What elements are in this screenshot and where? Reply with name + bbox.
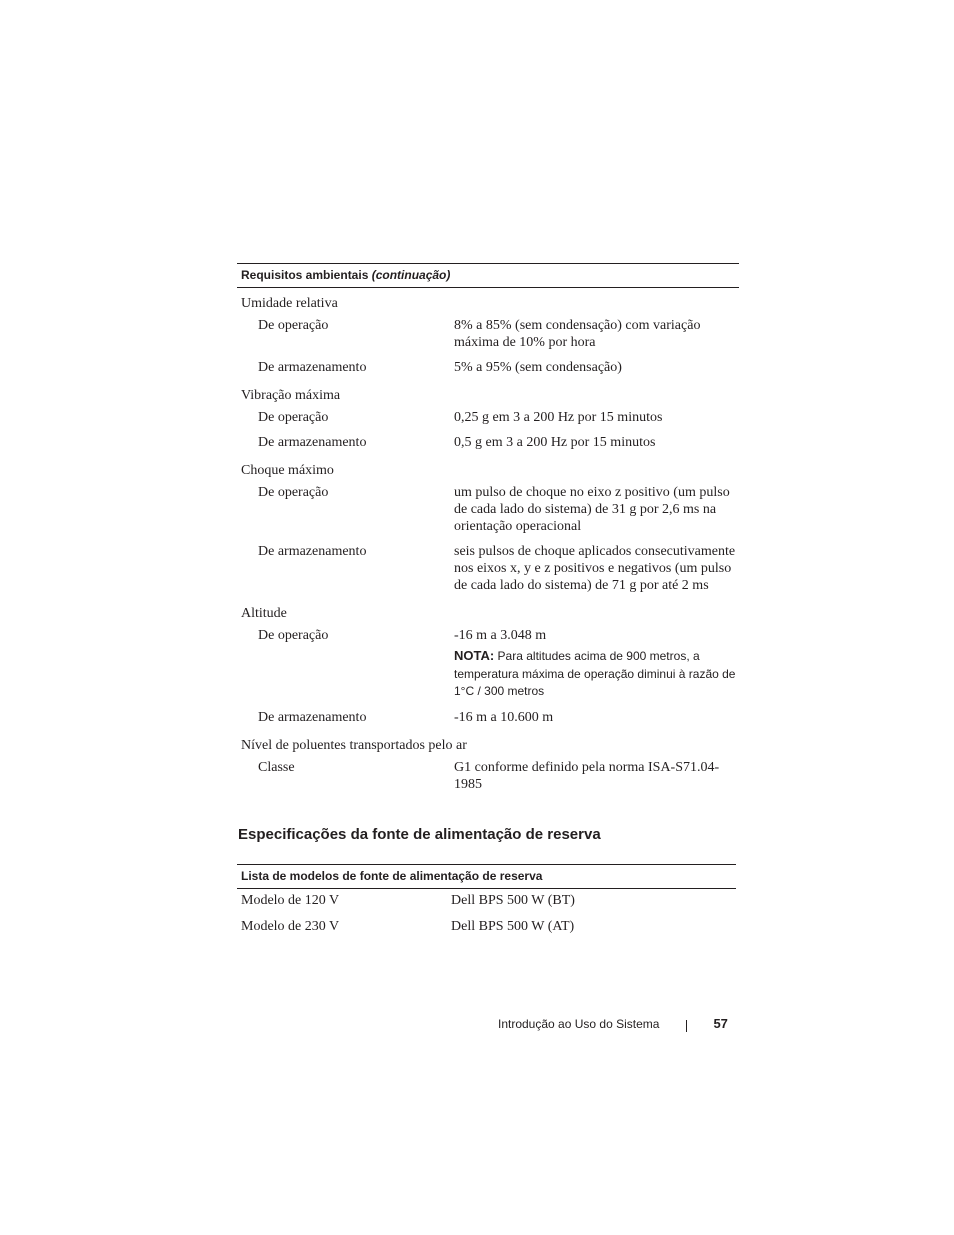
row-value: G1 conforme definido pela norma ISA-S71.04-1985 bbox=[454, 759, 720, 792]
table-row bbox=[237, 317, 739, 359]
row-label: Modelo de 120 V bbox=[241, 893, 340, 908]
table-title: Requisitos ambientais bbox=[241, 268, 369, 282]
group-heading bbox=[237, 459, 739, 484]
note-label: NOTA: bbox=[454, 648, 495, 663]
row-label: De armazenamento bbox=[258, 360, 367, 375]
row-value: seis pulsos de choque aplicados consecutivamente nos eixos x, y e z positivos e negativos (um pulso de cada lado do sistema) de 71 g por até 2 ms bbox=[454, 544, 736, 593]
value-text: -16 m a 3.048 m bbox=[454, 628, 547, 643]
table-row bbox=[237, 891, 736, 917]
table-row bbox=[237, 359, 739, 384]
row-label: Classe bbox=[258, 759, 295, 775]
row-value: 0,25 g em 3 a 200 Hz por 15 minutos bbox=[454, 410, 663, 425]
row-label: De operação bbox=[258, 485, 329, 500]
row-label: De operação bbox=[258, 628, 329, 643]
table-title-continued: (continuação) bbox=[371, 268, 451, 282]
table-row bbox=[237, 434, 739, 459]
row-value: 8% a 85% (sem condensação) com variação máxima de 10% por hora bbox=[454, 318, 701, 350]
table-row bbox=[237, 759, 739, 801]
section-heading: Especificações da fonte de alimentação de reserva bbox=[238, 826, 601, 843]
table-row bbox=[237, 484, 739, 543]
group-heading bbox=[237, 602, 739, 627]
group-name: Nível de poluentes transportados pelo ar bbox=[241, 737, 467, 753]
page-footer bbox=[498, 1016, 728, 1032]
row-label: De armazenamento bbox=[258, 709, 367, 725]
note-text: Para altitudes acima de 900 metros, a temperatura máxima de operação diminui à razão de 1°C / 300 metros bbox=[454, 649, 736, 698]
table-row bbox=[237, 917, 736, 943]
table-header bbox=[237, 865, 736, 889]
group-name: Altitude bbox=[241, 606, 287, 621]
group-heading bbox=[237, 734, 739, 759]
group-heading bbox=[237, 384, 739, 409]
row-label: De operação bbox=[258, 318, 329, 333]
row-value: um pulso de choque no eixo z positivo (um pulso de cada lado do sistema) de 31 g por 2,6 ms na orientação operacional bbox=[454, 485, 730, 534]
row-value: 0,5 g em 3 a 200 Hz por 15 minutos bbox=[454, 435, 656, 450]
table-row bbox=[237, 543, 739, 602]
page-number: 57 bbox=[713, 1016, 728, 1031]
row-value: 5% a 95% (sem condensação) bbox=[454, 360, 622, 375]
footer-chapter-title: Introdução ao Uso do Sistema bbox=[498, 1017, 660, 1031]
table-row bbox=[237, 409, 739, 434]
group-heading bbox=[237, 292, 739, 317]
table-header bbox=[237, 264, 739, 288]
row-label: Modelo de 230 V bbox=[241, 919, 340, 934]
environmental-requirements-table bbox=[237, 263, 739, 801]
group-name: Vibração máxima bbox=[241, 388, 341, 403]
footer-separator bbox=[686, 1020, 687, 1032]
row-label: De armazenamento bbox=[258, 435, 367, 450]
row-label: De armazenamento bbox=[258, 544, 367, 559]
row-value: Dell BPS 500 W (BT) bbox=[451, 893, 575, 908]
note bbox=[454, 647, 736, 701]
group-name: Choque máximo bbox=[241, 463, 334, 478]
table-row bbox=[237, 709, 739, 734]
table-row bbox=[237, 627, 739, 709]
backup-psu-models-table bbox=[237, 864, 736, 943]
row-label: De operação bbox=[258, 410, 329, 425]
row-value bbox=[454, 627, 736, 701]
row-value: -16 m a 10.600 m bbox=[454, 709, 554, 725]
table-title: Lista de modelos de fonte de alimentação de reserva bbox=[241, 869, 543, 883]
row-value: Dell BPS 500 W (AT) bbox=[451, 919, 575, 934]
group-name: Umidade relativa bbox=[241, 296, 338, 311]
